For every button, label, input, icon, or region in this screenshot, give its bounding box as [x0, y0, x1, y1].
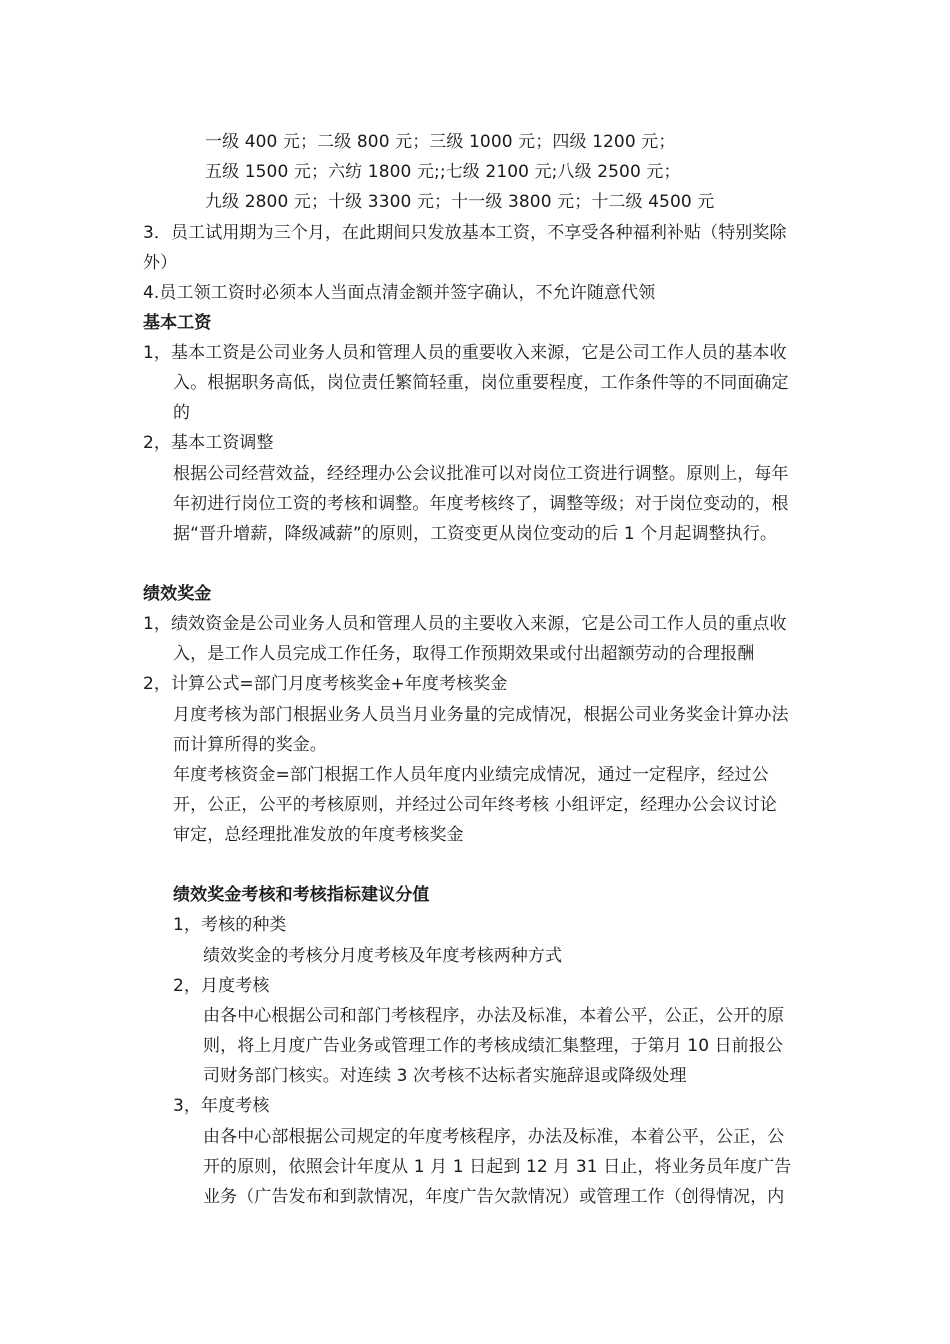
performance-bonus-heading: 绩效奖金: [143, 584, 212, 604]
rule-4: 4.员工领工资时必须本人当面点清金额并签字确认，不允许随意代领: [143, 283, 656, 303]
basic-salary-item-1-line-1: 1，基本工资是公司业务人员和管理人员的重要收入来源，它是公司工作人员的基本收: [143, 343, 787, 363]
basic-salary-item-2-line-2: 年初进行岗位工资的考核和调整。年度考核终了，调整等级；对于岗位变动的，根: [173, 494, 789, 514]
assessment-item-3-line-3: 业务（广告发布和到款情况，年度广告欠款情况）或管理工作（创得情况，内: [203, 1187, 785, 1207]
annual-bonus-line-1: 年度考核资金=部门根据工作人员年度内业绩完成情况，通过一定程序，经过公: [173, 765, 769, 785]
assessment-item-3-line-2: 开的原则，依照会计年度从 1 月 1 日起到 12 月 31 日止，将业务员年度广告: [203, 1157, 792, 1177]
salary-levels-line-3: 九级 2800 元；十级 3300 元；十一级 3800 元；十二级 4500 元: [205, 192, 715, 212]
salary-levels-line-2: 五级 1500 元；六纺 1800 元;;七级 2100 元;八级 2500 元；: [205, 162, 681, 182]
basic-salary-heading: 基本工资: [143, 313, 212, 333]
basic-salary-item-1-line-2: 入。根据职务高低，岗位责任繁简轻重，岗位重要程度，工作条件等的不同面确定: [173, 373, 789, 393]
assessment-item-3-line-1: 由各中心部根据公司规定的年度考核程序，办法及标准，本着公平，公正，公: [203, 1127, 785, 1147]
assessment-item-1-title: 1，考核的种类: [173, 915, 287, 935]
basic-salary-item-2-line-1: 根据公司经营效益，经经理办公会议批准可以对岗位工资进行调整。原则上，每年: [173, 464, 789, 484]
assessment-item-2-line-2: 则，将上月度广告业务或管理工作的考核成绩汇集整理，于第月 10 日前报公: [203, 1036, 784, 1056]
performance-bonus-item-1-line-1: 1，绩效资金是公司业务人员和管理人员的主要收入来源，它是公司工作人员的重点收: [143, 614, 787, 634]
assessment-item-2-title: 2，月度考核: [173, 976, 270, 996]
basic-salary-item-1-line-3: 的: [173, 403, 191, 423]
assessment-item-1-line-1: 绩效奖金的考核分月度考核及年度考核两种方式: [203, 946, 563, 966]
assessment-item-2-line-1: 由各中心根据公司和部门考核程序，办法及标准，本着公平，公正，公开的原: [203, 1006, 785, 1026]
basic-salary-item-2-line-3: 据“晋升增薪，降级减薪”的原则，工资变更从岗位变动的后 1 个月起调整执行。: [173, 524, 778, 544]
annual-bonus-line-2: 开，公正，公平的考核原则，并经过公司年终考核 小组评定，经理办公会议讨论: [173, 795, 778, 815]
assessment-item-2-line-3: 司财务部门核实。对连续 3 次考核不达标者实施辞退或降级处理: [203, 1066, 687, 1086]
annual-bonus-line-3: 审定，总经理批准发放的年度考核奖金: [173, 825, 464, 845]
performance-bonus-item-2-title: 2，计算公式=部门月度考核奖金+年度考核奖金: [143, 674, 508, 694]
rule-3-line-1: 3．员工试用期为三个月，在此期间只发放基本工资，不享受各种福利补贴（特别奖除: [143, 223, 787, 243]
assessment-item-3-title: 3，年度考核: [173, 1096, 270, 1116]
salary-levels-line-1: 一级 400 元；二级 800 元；三级 1000 元；四级 1200 元；: [205, 132, 676, 152]
performance-bonus-item-1-line-2: 入，是工作人员完成工作任务，取得工作预期效果或付出超额劳动的合理报酬: [173, 644, 755, 664]
monthly-bonus-line-2: 而计算所得的奖金。: [173, 735, 327, 755]
basic-salary-item-2-title: 2，基本工资调整: [143, 433, 274, 453]
rule-3-line-2: 外）: [143, 253, 178, 273]
assessment-heading: 绩效奖金考核和考核指标建议分值: [173, 885, 430, 905]
monthly-bonus-line-1: 月度考核为部门根据业务人员当月业务量的完成情况，根据公司业务奖金计算办法: [173, 705, 789, 725]
